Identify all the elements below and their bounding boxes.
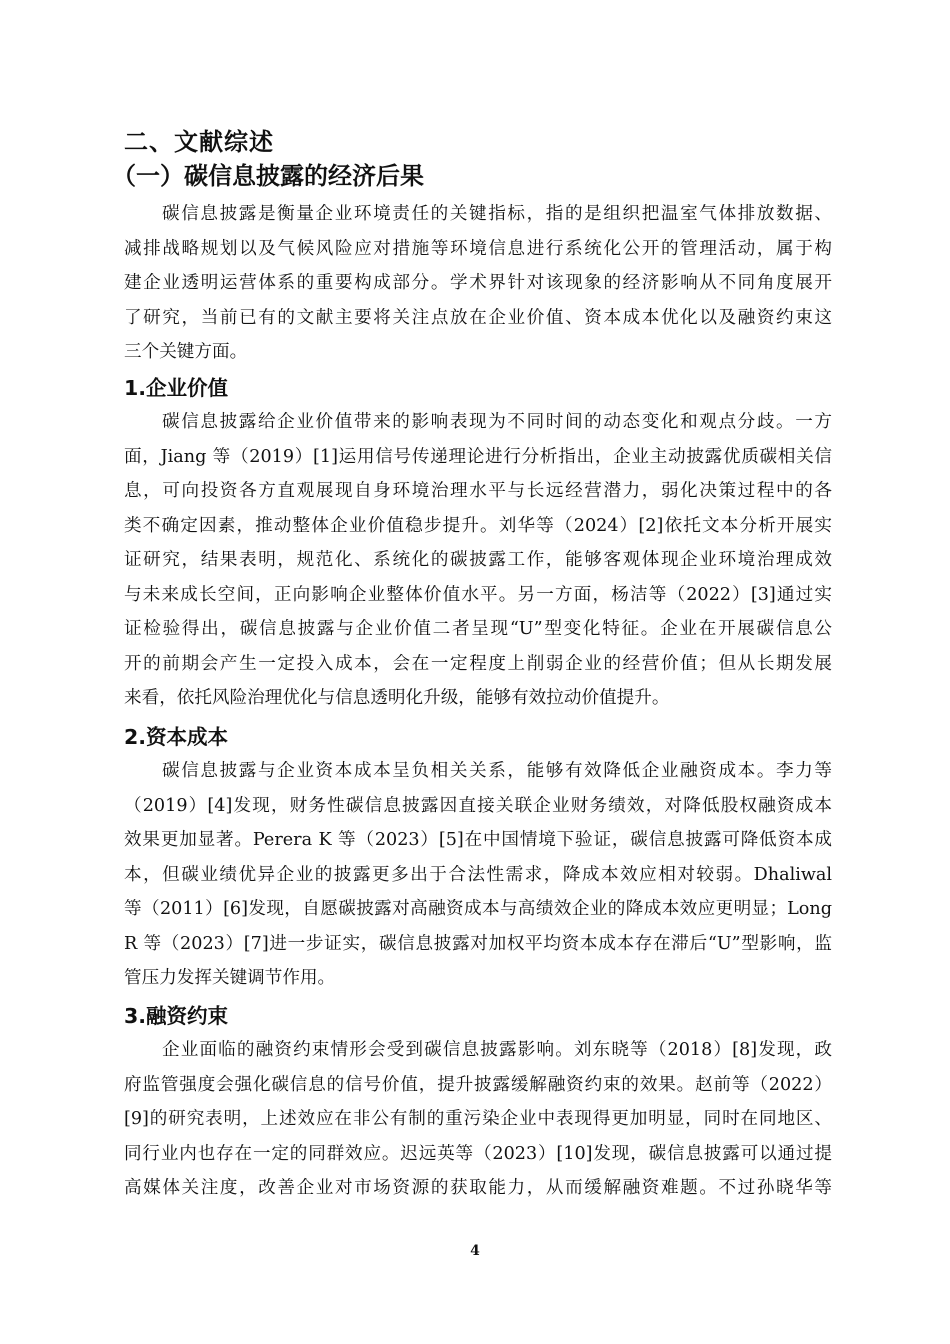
text-line: 同行业内也存在一定的同群效应。迟远英等（2023）[10]发现，碳信息披露可以通过提 [124,1143,832,1164]
text-line: R 等（2023）[7]进一步证实，碳信息披露对加权平均资本成本存在滞后“U”型影响，监 [124,933,832,954]
text-line: 与未来成长空间，正向影响企业整体价值水平。另一方面，杨洁等（2022）[3]通过实 [124,584,832,605]
text-line: 三个关键方面。 [124,342,248,362]
text-line: 碳信息披露是衡量企业环境责任的关键指标，指的是组织把温室气体排放数据、 [162,204,832,224]
subsection-title: （一）碳信息披露的经济后果 [112,162,424,190]
text-line: 来看，依托风险治理优化与信息透明化升级，能够有效拉动价值提升。 [124,688,670,708]
text-line: 碳信息披露给企业价值带来的影响表现为不同时间的动态变化和观点分歧。一方 [162,412,832,432]
text-line: 建企业透明运营体系的重要构成部分。学术界针对该现象的经济影响从不同角度展开 [124,273,832,293]
text-line: 证检验得出，碳信息披露与企业价值二者呈现“U”型变化特征。企业在开展碳信息公 [124,619,832,639]
text-line: 府监管强度会强化碳信息的信号价值，提升披露缓解融资约束的效果。赵前等（2022） [124,1074,832,1095]
text-line: 证研究，结果表明，规范化、系统化的碳披露工作，能够客观体现企业环境治理成效 [124,550,832,570]
text-line: 了研究，当前已有的文献主要将关注点放在企业价值、资本成本优化以及融资约束这 [124,307,832,328]
financing-paragraph [124,1033,832,1206]
text-line: 管压力发挥关键调节作用。 [124,968,336,988]
text-line: 类不确定因素，推动整体企业价值稳步提升。刘华等（2024）[2]依托文本分析开展实 [124,515,832,536]
text-line: 息，可向投资各方直观展现自身环境治理水平与长远经营潜力，弱化决策过程中的各 [124,481,832,501]
text-line: 本，但碳业绩优异企业的披露更多出于合法性需求，降成本效应相对较弱。Dhaliwal [124,864,832,885]
heading-financing-constraints: 3.融资约束 [124,1004,229,1028]
text-line: [9]的研究表明，上述效应在非公有制的重污染企业中表现得更加明显，同时在同地区、 [124,1109,832,1129]
capital-cost-paragraph [124,754,832,996]
enterprise-value-paragraph [124,405,832,716]
text-line: 企业面临的融资约束情形会受到碳信息披露影响。刘东晓等（2018）[8]发现，政 [162,1040,832,1060]
text-line: 高媒体关注度，改善企业对市场资源的获取能力，从而缓解融资难题。不过孙晓华等 [124,1178,832,1198]
text-line: 面，Jiang 等（2019）[1]运用信号传递理论进行分析指出，企业主动披露优质碳相关信 [124,446,832,467]
section-title: 二、文献综述 [124,128,274,156]
text-line: 减排战略规划以及气候风险应对措施等环境信息进行系统化公开的管理活动，属于构 [124,238,832,259]
text-line: 碳信息披露与企业资本成本呈负相关关系，能够有效降低企业融资成本。李力等 [162,761,832,781]
page-number: 4 [470,1243,480,1259]
text-line: （2019）[4]发现，财务性碳信息披露因直接关联企业财务绩效，对降低股权融资成本 [124,795,832,816]
text-line: 等（2011）[6]发现，自愿碳披露对高融资成本与高绩效企业的降成本效应更明显；Long [124,899,832,919]
intro-paragraph [124,197,832,370]
text-line: 效果更加显著。Perera K 等（2023）[5]在中国情境下验证，碳信息披露可降低资本成 [124,830,832,850]
text-line: 开的前期会产生一定投入成本，会在一定程度上削弱企业的经营价值；但从长期发展 [124,653,832,674]
heading-capital-cost: 2.资本成本 [124,725,229,749]
heading-enterprise-value: 1.企业价值 [124,376,229,400]
